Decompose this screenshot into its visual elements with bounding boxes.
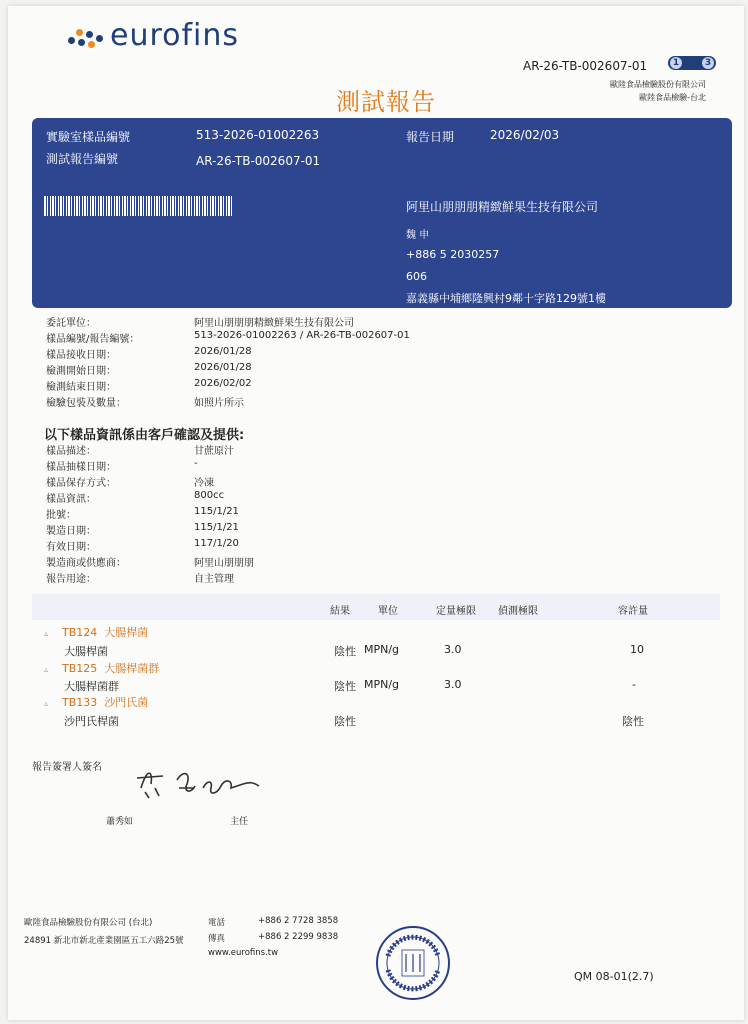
col-result: 結果 bbox=[330, 606, 350, 617]
col-limit: 容許量 bbox=[618, 606, 648, 617]
client-name: 阿里山朋朋朋精緻鮮果生技有限公司 bbox=[406, 200, 599, 214]
page-total: 3 bbox=[702, 57, 714, 69]
client-address: 嘉義縣中埔鄉隆興村9鄰十字路129號1樓 bbox=[406, 292, 606, 305]
page-current: 1 bbox=[670, 57, 682, 69]
footer-address: 24891 新北市新北產業園區五工六路25號 bbox=[24, 936, 184, 946]
col-loq: 定量極限 bbox=[436, 606, 476, 617]
page-title: 測試報告 bbox=[336, 88, 436, 116]
lab-sample-value: 513-2026-01002263 bbox=[196, 128, 320, 142]
logo-text: eurofins bbox=[110, 18, 240, 53]
col-unit: 單位 bbox=[378, 606, 398, 617]
collapse-icon: ▵ bbox=[44, 665, 49, 674]
footer-company: 歐陸食品檢驗股份有限公司 (台北) bbox=[24, 918, 153, 928]
barcode bbox=[44, 196, 232, 216]
collapse-icon: ▵ bbox=[44, 629, 49, 638]
lab-seal-stamp bbox=[374, 924, 452, 1002]
logo-dots-icon bbox=[66, 21, 106, 51]
report-date-value: 2026/02/03 bbox=[490, 128, 560, 142]
signature-label: 報告簽署人簽名 bbox=[32, 762, 102, 773]
report-page: eurofins AR-26-TB-002607-01 1 3 歐陸食品檢驗股份有限公司 歐陸食品檢驗-台北 測試報告 實驗室樣品編號 513-2026-01002263 報告日期 2026/02/03 測試報告編號 AR-26-TB-002607-01 阿里山朋朋朋精緻鮮果生技有限公司 魏 申 +886 5 2030257 606 嘉義縣中埔鄉隆興村9鄰十字路129號1樓 委託單位： 阿里山朋朋朋精緻鮮果生技有限公司 樣品編號/報告編號： 513-2026-01002263 / AR-26-TB-002607-01 樣品接收日期： 2026/01/28 檢測開始日期： 2026/01/28 檢測結束日期： 2026/02/02 檢驗包裝及數量： 如照片所示 以下樣品資訊係由客戶確認及提供: 樣品描述： 甘蔗原汁 樣品抽樣日期： - 樣品保存方式： 冷凍 樣品資訊： 800cc 批號： 115/1/21 製造日期： 115/1/21 有效日期： 117/1/20 製造商或供應商： 阿里山朋朋朋 報告用途： 自主管理 結果 單位 定量極限 偵測極限 容許量 ▵ TB124 大腸桿菌 大腸桿菌 陰性 MPN/g 3.0 10 ▵ TB125 大腸桿菌群 大腸桿菌群 陰性 MPN/g 3.0 - ▵ TB133 沙門氏菌 沙門氏桿菌 陰性 陰性 報告簽署人簽名 蕭秀如 主任 歐陸食品檢驗股份有限公司 (台北) 24891 新北市新北產業園區五工六路25號 電話 +886 2 7728 3858 傳真 +886 2 2299 9838 www.eurofins.tw QM 08-01(2.7) bbox=[8, 6, 744, 1020]
contact-name: 魏 申 bbox=[406, 230, 430, 241]
lab-name-line2: 歐陸食品檢驗-台北 bbox=[639, 93, 706, 102]
header-report-number: AR-26-TB-002607-01 bbox=[523, 59, 648, 73]
contact-phone: +886 5 2030257 bbox=[406, 248, 500, 261]
results-table-header bbox=[32, 594, 720, 620]
form-code: QM 08-01(2.7) bbox=[574, 970, 654, 983]
test-method-heading: ▵ TB133 沙門氏菌 bbox=[44, 696, 149, 709]
footer-website: www.eurofins.tw bbox=[208, 948, 279, 958]
collapse-icon: ▵ bbox=[44, 699, 49, 708]
section-heading: 以下樣品資訊係由客戶確認及提供: bbox=[44, 428, 245, 443]
signer-role: 主任 bbox=[230, 817, 249, 827]
lab-name-line1: 歐陸食品檢驗股份有限公司 bbox=[610, 80, 706, 89]
lab-name bbox=[610, 78, 706, 104]
postal-code: 606 bbox=[406, 270, 427, 283]
footer-tel: +886 2 7728 3858 bbox=[258, 916, 339, 926]
signer-name: 蕭秀如 bbox=[106, 817, 134, 827]
eurofins-logo bbox=[66, 18, 239, 53]
test-method-heading: ▵ TB124 大腸桿菌 bbox=[44, 626, 149, 639]
footer-tel-label: 電話 bbox=[208, 918, 226, 928]
report-date-label: 報告日期 bbox=[406, 130, 455, 144]
page-indicator bbox=[668, 56, 718, 72]
handwritten-signature bbox=[133, 758, 263, 804]
footer-fax-label: 傳真 bbox=[208, 934, 226, 944]
col-lod: 偵測極限 bbox=[498, 606, 538, 617]
report-no-value: AR-26-TB-002607-01 bbox=[196, 154, 321, 168]
test-method-heading: ▵ TB125 大腸桿菌群 bbox=[44, 662, 160, 675]
lab-sample-label: 實驗室樣品編號 bbox=[46, 130, 131, 144]
report-no-label: 測試報告編號 bbox=[46, 152, 119, 166]
footer-fax: +886 2 2299 9838 bbox=[258, 932, 339, 942]
